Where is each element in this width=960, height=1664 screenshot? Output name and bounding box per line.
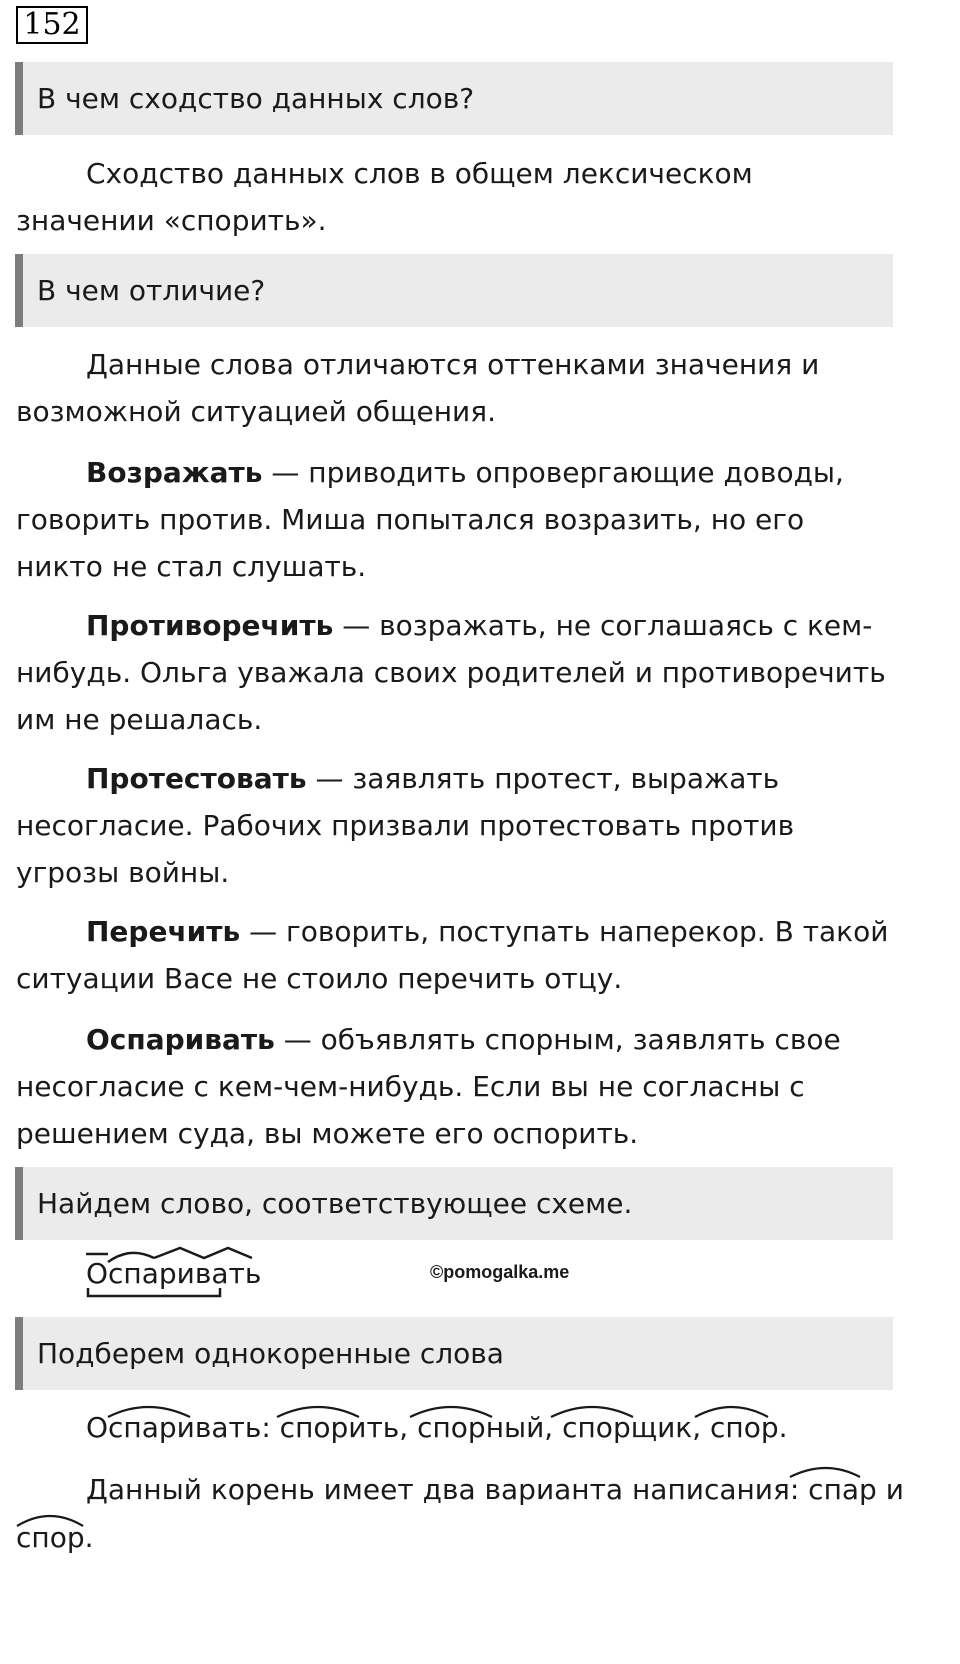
question-scheme xyxy=(15,1167,893,1240)
definition-item xyxy=(16,755,896,896)
definition-word: Перечить xyxy=(86,915,241,948)
note-line-1: Данный корень имеет два варианта написания: спар и xyxy=(86,1473,904,1506)
question-similarity xyxy=(15,62,893,135)
definition-word: Противоречить xyxy=(86,609,334,642)
question-difference xyxy=(15,254,893,327)
definition-text: — приводить опровергающие доводы, говорить против. Миша попытался возразить, но его никто не стал слушать. xyxy=(16,456,844,583)
definition-item xyxy=(16,449,896,590)
definition-item xyxy=(16,908,896,1002)
definition-word: Оспаривать xyxy=(86,1023,275,1056)
definition-text: — говорить, поступать наперекор. В такой ситуации Васе не стоило перечить отцу. xyxy=(16,915,889,995)
question-related-words-text: Подберем однокоренные слова xyxy=(37,1337,504,1370)
definition-item xyxy=(16,602,896,743)
definition-word: Протестовать xyxy=(86,762,307,795)
note-line-2: спор. xyxy=(16,1521,94,1554)
question-similarity-text: В чем сходство данных слов? xyxy=(37,82,475,115)
scheme-word: Оспаривать xyxy=(86,1257,262,1290)
question-difference-text: В чем отличие? xyxy=(37,274,266,307)
definition-text: — заявлять протест, выражать несогласие. Рабочих призвали протестовать против угрозы войны. xyxy=(16,762,795,889)
definition-text: — объявлять спорным, заявлять свое несогласие с кем-чем-нибудь. Если вы не согласны с решением суда, вы можете его оспорить. xyxy=(16,1023,841,1150)
question-related-words xyxy=(15,1317,893,1390)
answer-difference: Данные слова отличаются оттенками значения и возможной ситуацией общения. xyxy=(16,348,820,428)
task-number: 152 xyxy=(16,6,88,44)
definition-word: Возражать xyxy=(86,456,263,489)
copyright-label: ©pomogalka.me xyxy=(430,1262,570,1282)
definition-item xyxy=(16,1016,896,1157)
related-words-line: Оспаривать: спорить, спорный, спорщик, спор. xyxy=(86,1411,788,1444)
question-scheme-text: Найдем слово, соответствующее схеме. xyxy=(37,1187,633,1220)
answer-similarity: Сходство данных слов в общем лексическом значении «спорить». xyxy=(16,157,753,237)
definition-text: — возражать, не соглашаясь с кем-нибудь. Ольга уважала своих родителей и противоречить им не решалась. xyxy=(16,609,886,736)
